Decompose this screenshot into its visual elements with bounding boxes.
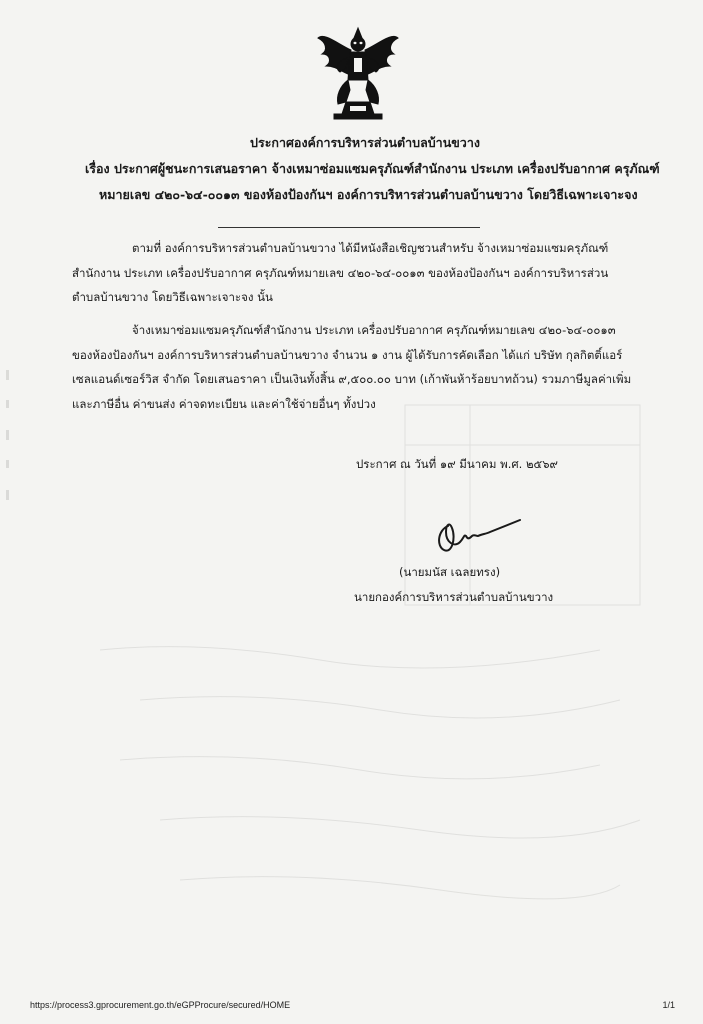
body-paragraph-2 [72, 318, 652, 416]
paragraph-line: ตำบลบ้านขวาง โดยวิธีเฉพาะเจาะจง นั้น [72, 290, 273, 304]
paragraph-line: เซลแอนด์เซอร์วิส จำกัด โดยเสนอราคา เป็นเงินทั้งสิ้น ๙,๕๐๐.๐๐ บาท (เก้าพันห้าร้อยบาทถ้วน) รวมภาษีมูลค่าเพิ่ม [72, 372, 632, 386]
signer-position: นายกองค์การบริหารส่วนตำบลบ้านขวาง [354, 590, 554, 604]
paragraph-line: ตามที่ องค์การบริหารส่วนตำบลบ้านขวาง ได้มีหนังสือเชิญชวนสำหรับ จ้างเหมาซ่อมแซมครุภัณฑ์ [132, 241, 609, 255]
paragraph-line: จ้างเหมาซ่อมแซมครุภัณฑ์สำนักงาน ประเภท เครื่องปรับอากาศ ครุภัณฑ์หมายเลข ๔๒๐-๖๔-๐๐๑๓ [132, 323, 616, 337]
page-number: 1/1 [662, 1000, 675, 1010]
title-divider [218, 227, 480, 228]
subject-line-2: หมายเลข ๔๒๐-๖๔-๐๐๑๓ ของห้องป้องกันฯ องค์การบริหารส่วนตำบลบ้านขวาง โดยวิธีเฉพาะเจาะจง [99, 187, 638, 202]
subject-line-1: เรื่อง ประกาศผู้ชนะการเสนอราคา จ้างเหมาซ่อมแซมครุภัณฑ์สำนักงาน ประเภท เครื่องปรับอากาศ ครุภัณฑ์ [85, 161, 660, 176]
footer-url: https://process3.gprocurement.go.th/eGPProcure/secured/HOME [30, 1000, 291, 1010]
paragraph-line: ของห้องป้องกันฯ องค์การบริหารส่วนตำบลบ้านขวาง จำนวน ๑ งาน ผู้ได้รับการคัดเลือก ได้แก่ บริษัท กุลกิตติ์แอร์ [72, 347, 623, 362]
announcement-title: ประกาศองค์การบริหารส่วนตำบลบ้านขวาง [250, 135, 480, 150]
garuda-emblem-icon [308, 24, 408, 124]
paragraph-line: สำนักงาน ประเภท เครื่องปรับอากาศ ครุภัณฑ์หมายเลข ๔๒๐-๖๔-๐๐๑๓ ของห้องป้องกันฯ องค์การบริหารส่วน [72, 265, 609, 280]
paragraph-line: และภาษีอื่น ค่าขนส่ง ค่าจดทะเบียน และค่าใช้จ่ายอื่นๆ ทั้งปวง [72, 396, 376, 411]
handwritten-signature [430, 512, 526, 560]
body-paragraph-1 [72, 236, 652, 310]
announcement-date: ประกาศ ณ วันที่ ๑๙ มีนาคม พ.ศ. ๒๕๖๙ [356, 457, 558, 471]
signer-name: (นายมนัส เฉลยทรง) [399, 565, 501, 579]
